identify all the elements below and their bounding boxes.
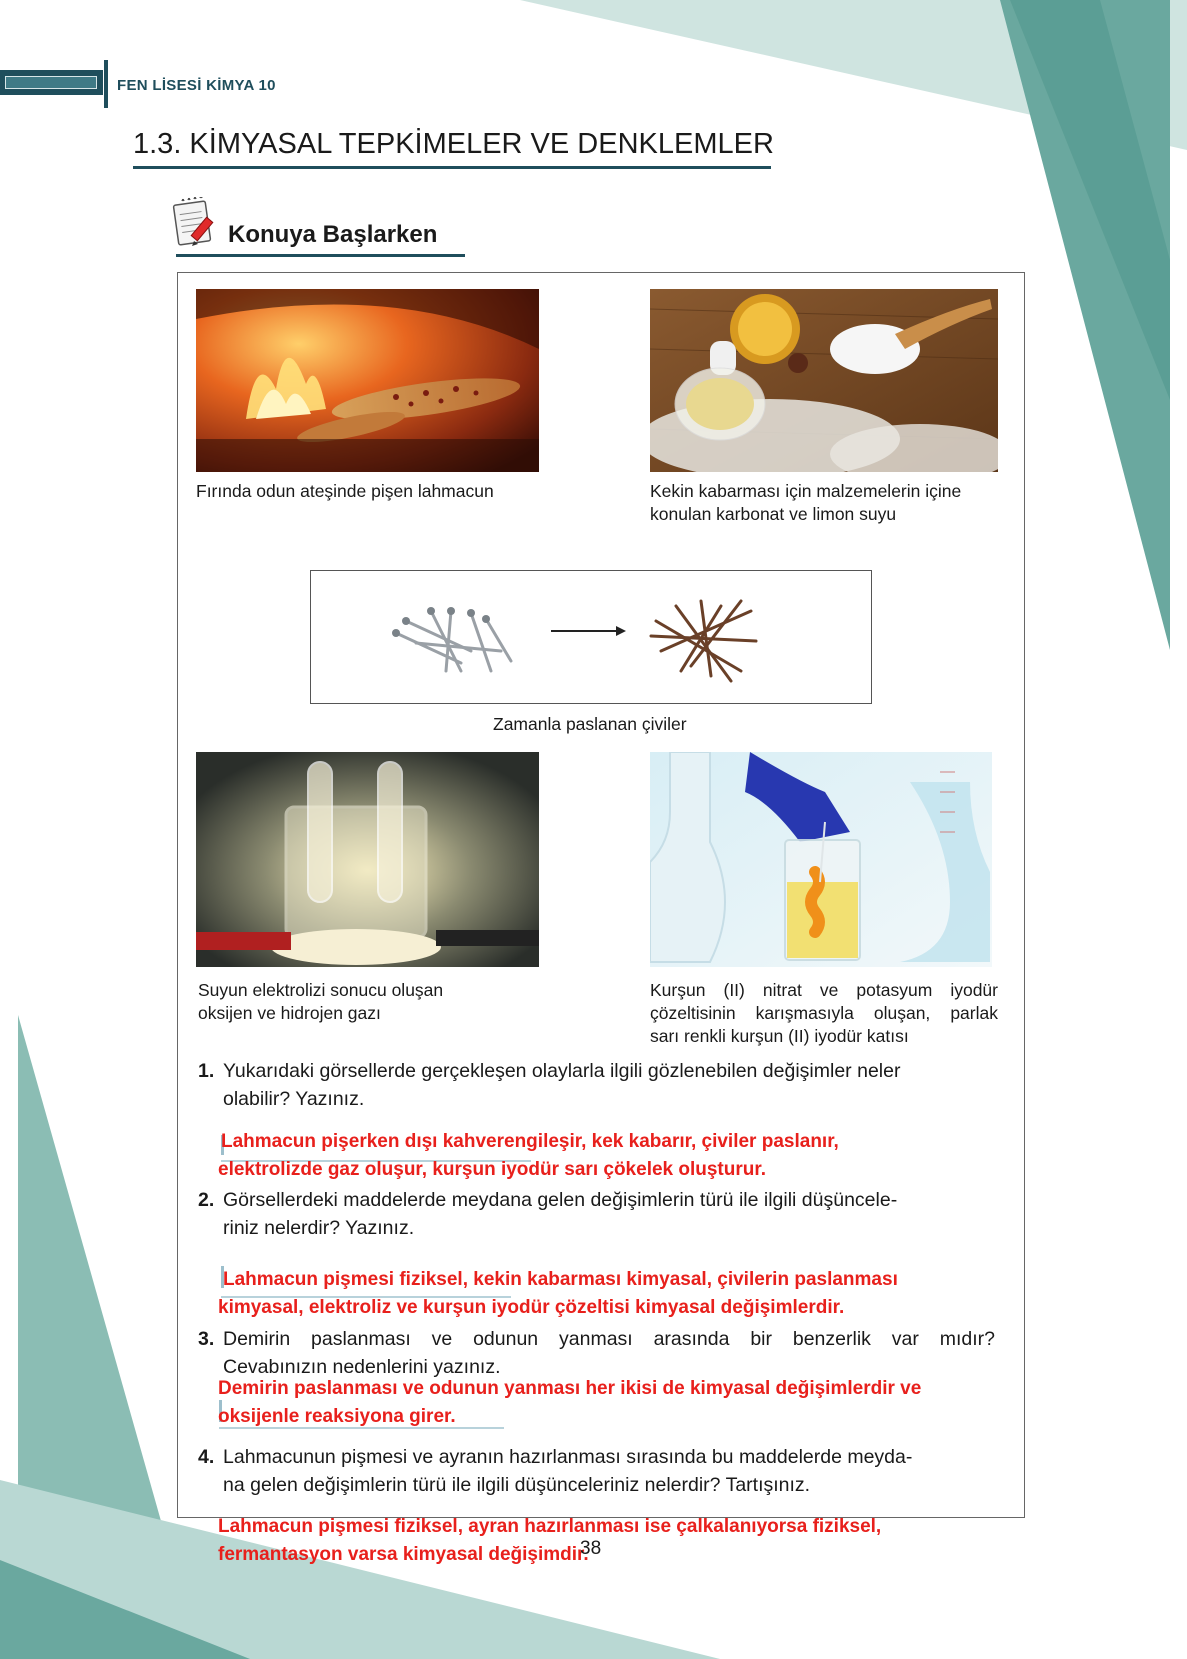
question-4: 4. Lahmacunun pişmesi ve ayranın hazırlanması sırasında bu maddelerde meyda- na gelen değişimlerin türü ile ilgili düşünceleriniz nelerdir? Tartışınız. xyxy=(198,1443,998,1499)
page-number: 38 xyxy=(580,1538,602,1559)
answer-3-line-2: oksijenle reaksiyona girer. xyxy=(218,1406,456,1427)
question-number: 2. xyxy=(198,1189,215,1211)
answer-4-line-1: Lahmacun pişmesi fiziksel, ayran hazırlanması ise çalkalanıyorsa fiziksel, xyxy=(218,1516,882,1537)
question-number: 1. xyxy=(198,1060,215,1082)
subheading-underline xyxy=(176,254,465,257)
nails-caption: Zamanla paslanan çiviler xyxy=(493,714,687,734)
book-title: FEN LİSESİ KİMYA 10 xyxy=(117,77,276,94)
header-divider xyxy=(104,60,108,108)
wood-oven-lahmacun-photo xyxy=(196,289,539,472)
answer-1-line-1: Lahmacun pişerken dışı kahverengileşir, kek kabarır, çiviler paslanır, xyxy=(221,1131,839,1152)
section-title: 1.3. KİMYASAL TEPKİMELER VE DENKLEMLER xyxy=(133,128,774,160)
electrolysis-caption: Suyun elektrolizi sonucu oluşan oksijen ve hidrojen gazı xyxy=(198,980,444,1023)
oven-caption: Fırında odun ateşinde pişen lahmacun xyxy=(196,481,494,501)
lead-iodide-caption: Kurşun (II) nitrat ve potasyum iyodür çözeltisinin karışmasıyla oluşan, parlak sarı renkli kurşun (II) iyodür katısı xyxy=(650,980,998,1046)
header-bar-inner xyxy=(5,76,97,89)
question-number: 4. xyxy=(198,1446,215,1468)
answer-2-line-1: Lahmacun pişmesi fiziksel, kekin kabarması kimyasal, çivilerin paslanması xyxy=(223,1269,898,1290)
baking-caption: Kekin kabarması için malzemelerin içine konulan karbonat ve limon suyu xyxy=(650,481,962,524)
notepad-pencil-icon xyxy=(172,197,224,249)
question-3: 3. Demirin paslanması ve odunun yanması arasında bir benzerlik var mıdır? Cevabınızın nedenlerini yazınız. xyxy=(198,1325,995,1381)
section-subheading: Konuya Başlarken xyxy=(228,221,438,248)
question-1: 1. Yukarıdaki görsellerde gerçekleşen olaylarla ilgili gözlenebilen değişimler neler olabilir? Yazınız. xyxy=(198,1057,988,1113)
answer-4-line-2: fermantasyon varsa kimyasal değişimdir. xyxy=(218,1544,589,1565)
answer-3-line-1: Demirin paslanması ve odunun yanması her ikisi de kimyasal değişimlerdir ve xyxy=(218,1378,922,1399)
section-title-underline xyxy=(133,166,771,169)
right-arrow-icon xyxy=(616,626,626,636)
rusting-nails-illustration xyxy=(310,570,872,704)
question-2: 2. Görsellerdeki maddelerde meydana gelen değişimlerin türü ile ilgili düşüncele- riniz nelerdir? Yazınız. xyxy=(198,1186,998,1242)
question-number: 3. xyxy=(198,1328,215,1350)
baking-ingredients-photo xyxy=(650,289,998,472)
answer-2-line-2: kimyasal, elektroliz ve kurşun iyodür çözeltisi kimyasal değişimlerdir. xyxy=(218,1297,845,1318)
answer-1-line-2: elektrolizde gaz oluşur, kurşun iyodür sarı çökelek oluşturur. xyxy=(218,1159,766,1180)
lead-iodide-precipitate-photo xyxy=(650,752,992,967)
water-electrolysis-photo xyxy=(196,752,539,967)
